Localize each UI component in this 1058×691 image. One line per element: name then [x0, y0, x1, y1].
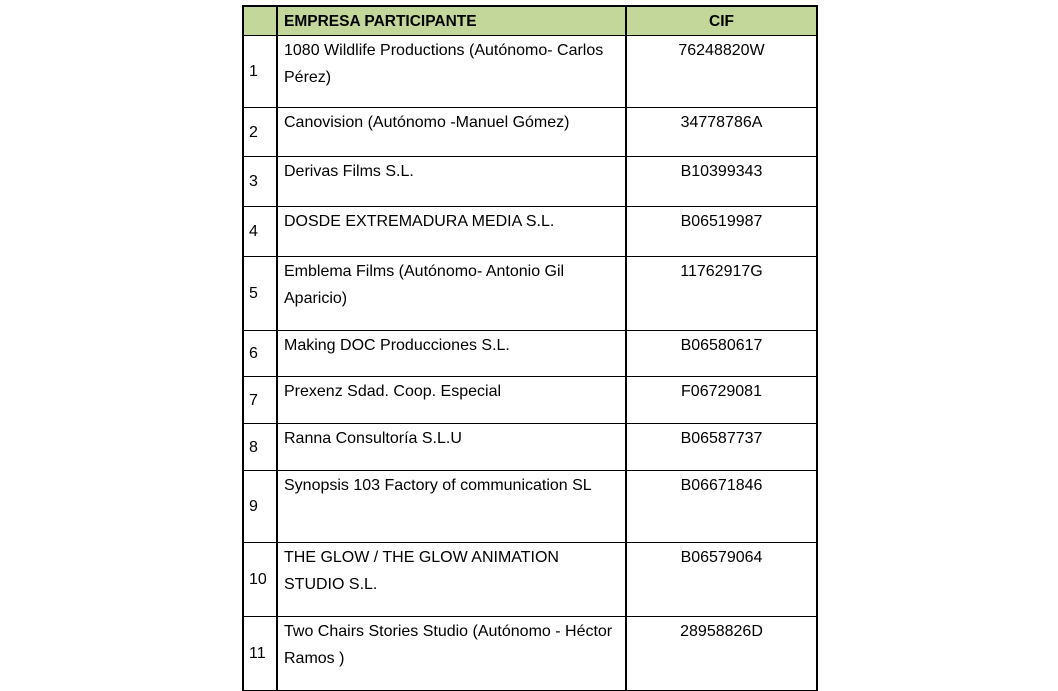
- table-body: [243, 36, 817, 691]
- table-row: [243, 377, 817, 424]
- header-row: [243, 6, 817, 36]
- header-cif: CIF: [626, 6, 817, 36]
- company-name: DOSDE EXTREMADURA MEDIA S.L.: [277, 207, 626, 257]
- company-cif: 76248820W: [626, 36, 817, 108]
- table-row: [243, 471, 817, 543]
- table-row: [243, 543, 817, 617]
- row-number: 10: [243, 543, 277, 617]
- header-number: [243, 6, 277, 36]
- company-cif: F06729081: [626, 377, 817, 424]
- company-name: Prexenz Sdad. Coop. Especial: [277, 377, 626, 424]
- company-name: Derivas Films S.L.: [277, 157, 626, 207]
- table-row: [243, 108, 817, 157]
- company-cif: B06587737: [626, 424, 817, 471]
- table-row: [243, 257, 817, 331]
- row-number: 7: [243, 377, 277, 424]
- table-row: [243, 36, 817, 108]
- header-company: EMPRESA PARTICIPANTE: [277, 6, 626, 36]
- company-cif: B10399343: [626, 157, 817, 207]
- company-name: Ranna Consultoría S.L.U: [277, 424, 626, 471]
- table-row: [243, 424, 817, 471]
- company-cif: 34778786A: [626, 108, 817, 157]
- company-name: Making DOC Producciones S.L.: [277, 331, 626, 377]
- table-row: [243, 207, 817, 257]
- row-number: 2: [243, 108, 277, 157]
- company-cif: 11762917G: [626, 257, 817, 331]
- company-cif: B06671846: [626, 471, 817, 543]
- company-name: THE GLOW / THE GLOW ANIMATION STUDIO S.L.: [277, 543, 626, 617]
- company-cif: B06580617: [626, 331, 817, 377]
- company-name: Emblema Films (Autónomo- Antonio Gil Aparicio): [277, 257, 626, 331]
- company-cif: B06579064: [626, 543, 817, 617]
- row-number: 3: [243, 157, 277, 207]
- participants-table: [242, 5, 818, 691]
- company-cif: 28958826D: [626, 617, 817, 691]
- company-name: Synopsis 103 Factory of communication SL: [277, 471, 626, 543]
- company-name: 1080 Wildlife Productions (Autónomo- Carlos Pérez): [277, 36, 626, 108]
- company-cif: B06519987: [626, 207, 817, 257]
- table-header: [243, 6, 817, 36]
- table-row: [243, 157, 817, 207]
- row-number: 11: [243, 617, 277, 691]
- row-number: 6: [243, 331, 277, 377]
- row-number: 5: [243, 257, 277, 331]
- company-name: Two Chairs Stories Studio (Autónomo - Héctor Ramos ): [277, 617, 626, 691]
- row-number: 1: [243, 36, 277, 108]
- table-row: [243, 331, 817, 377]
- row-number: 8: [243, 424, 277, 471]
- row-number: 4: [243, 207, 277, 257]
- row-number: 9: [243, 471, 277, 543]
- table-row: [243, 617, 817, 691]
- company-name: Canovision (Autónomo -Manuel Gómez): [277, 108, 626, 157]
